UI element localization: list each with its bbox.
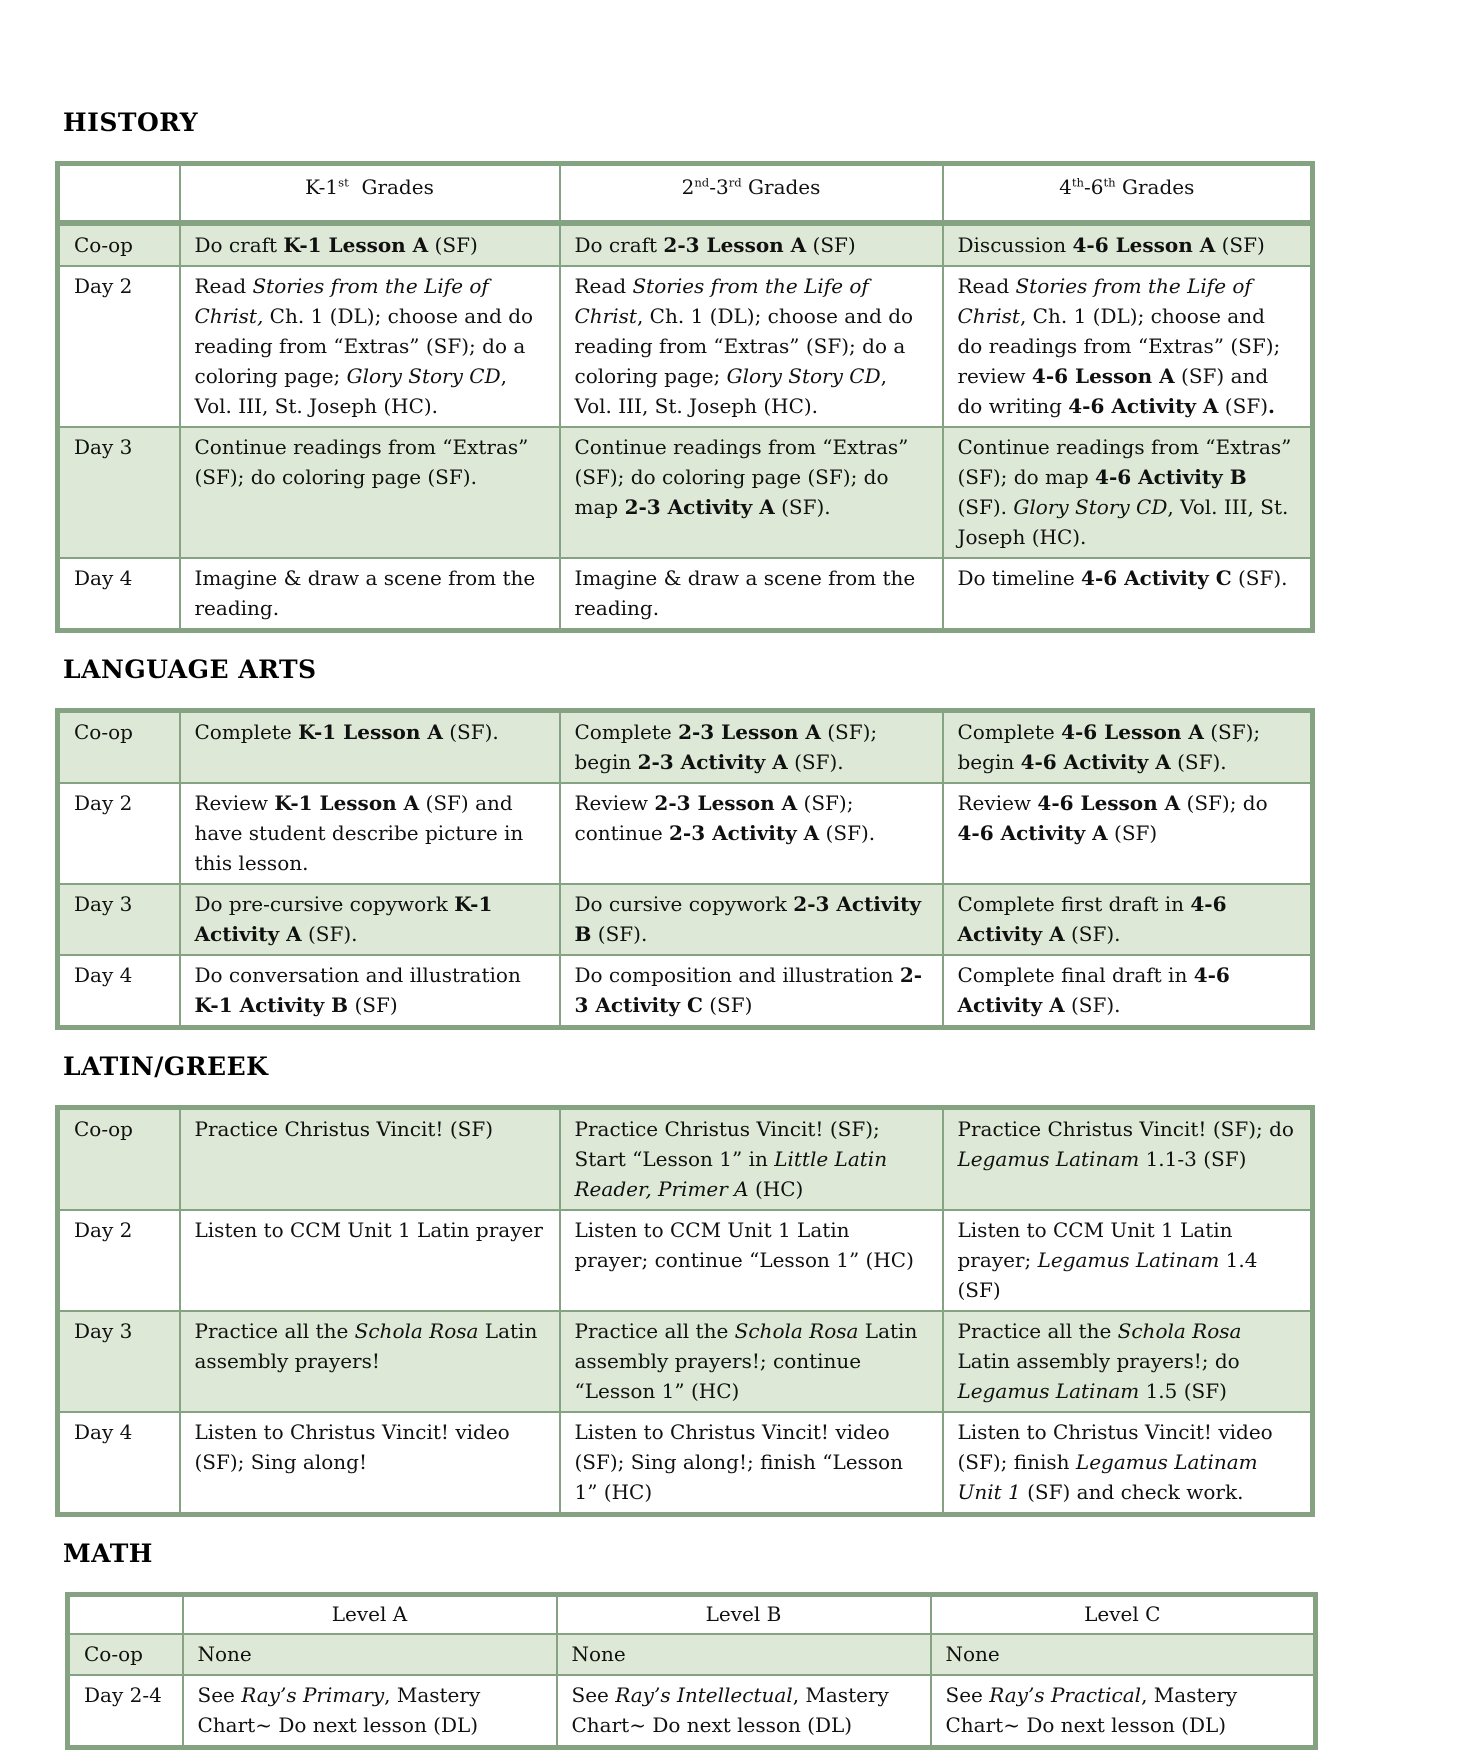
text-segment: 4-6 Lesson A: [1037, 791, 1181, 815]
section-language-arts: [55, 655, 1314, 1030]
text-segment: , Mastery Chart~ Do next lesson (DL): [197, 1683, 481, 1737]
text-segment: (SF): [428, 233, 478, 257]
table-row: [58, 711, 1313, 784]
text-segment: (SF); begin: [957, 720, 1261, 774]
text-segment: See: [945, 1683, 990, 1707]
table-row: [58, 427, 1313, 558]
text-segment: Do cursive copywork: [574, 892, 794, 916]
text-segment: (SF); do: [1180, 791, 1268, 815]
text-segment: Listen to CCM Unit 1 Latin prayer: [194, 1218, 543, 1242]
content-cell: [180, 783, 560, 884]
text-segment: (SF).: [1064, 922, 1121, 946]
content-cell: [943, 223, 1313, 266]
text-segment: 2-3 Activity A: [637, 750, 788, 774]
content-cell: [180, 1108, 560, 1211]
content-cell: [180, 711, 560, 784]
table-header-row: [68, 1595, 1316, 1635]
text-segment: Latin assembly prayers!; do: [957, 1349, 1240, 1373]
text-segment: , Vol. III, St. Joseph (HC).: [194, 364, 507, 418]
text-segment: Latin assembly prayers!: [194, 1319, 538, 1373]
text-segment: 4-6 Activity A: [957, 892, 1227, 946]
text-segment: Schola Rosa: [734, 1319, 859, 1343]
text-segment: Complete: [194, 720, 299, 744]
text-segment: , Vol. III, St. Joseph (HC).: [957, 495, 1289, 549]
day-label-cell: Co-op: [68, 1634, 183, 1675]
text-segment: Complete first draft in: [957, 892, 1191, 916]
text-segment: (HC): [748, 1177, 804, 1201]
text-segment: , Ch. 1 (DL); choose and do reading from “Extras” (SF); do a coloring page;: [574, 304, 914, 388]
text-segment: 2-3 Activity C: [574, 963, 923, 1017]
text-segment: 2-3 Activity A: [624, 495, 775, 519]
text-segment: 1.5 (SF): [1139, 1379, 1227, 1403]
content-cell: [180, 955, 560, 1028]
text-segment: Latin assembly prayers!; continue “Lesson 1” (HC): [574, 1319, 918, 1403]
day-label-cell: Day 4: [58, 558, 180, 631]
content-cell: [560, 427, 943, 558]
text-segment: (SF); begin: [574, 720, 878, 774]
table-row: [58, 955, 1313, 1028]
text-segment: Grades: [1115, 175, 1195, 199]
text-segment: Complete: [957, 720, 1062, 744]
content-cell: [943, 1311, 1313, 1412]
text-segment: Grades: [741, 175, 821, 199]
content-cell: [180, 884, 560, 955]
text-segment: 4-6 Activity A: [1068, 394, 1219, 418]
section-title-math: MATH: [63, 1539, 153, 1568]
content-cell: [180, 266, 560, 427]
table-row: [58, 223, 1313, 266]
content-cell: [557, 1634, 931, 1675]
day-label-cell: Day 4: [58, 955, 180, 1028]
content-cell: [931, 1675, 1316, 1748]
content-cell: [560, 266, 943, 427]
table-row: [58, 1311, 1313, 1412]
text-segment: Read: [957, 274, 1016, 298]
content-cell: [180, 1210, 560, 1311]
text-segment: None: [197, 1642, 252, 1666]
content-cell: [943, 955, 1313, 1028]
text-segment: 4-6 Lesson A: [1061, 720, 1204, 744]
text-segment: (SF).: [1064, 993, 1121, 1017]
text-segment: Ray’s Practical: [989, 1683, 1142, 1707]
history-table: [55, 161, 1315, 633]
column-header: [557, 1595, 931, 1635]
text-segment: Complete final draft in: [957, 963, 1194, 987]
content-cell: [180, 558, 560, 631]
text-segment: (SF).: [819, 821, 876, 845]
table-row: [58, 783, 1313, 884]
text-segment: th: [1071, 175, 1084, 190]
content-cell: [180, 1311, 560, 1412]
text-segment: Read: [194, 274, 253, 298]
text-segment: Practice Christus Vincit! (SF): [194, 1117, 493, 1141]
text-segment: Listen to Christus Vincit! video (SF); Sing along!: [194, 1420, 510, 1474]
text-segment: 2: [681, 175, 695, 199]
text-segment: (SF).: [774, 495, 831, 519]
text-segment: , Vol. III, St. Joseph (HC).: [574, 364, 887, 418]
text-segment: Imagine & draw a scene from the reading.: [574, 566, 916, 620]
content-cell: [943, 1210, 1313, 1311]
day-label-cell: Day 3: [58, 427, 180, 558]
text-segment: (SF); continue: [574, 791, 854, 845]
text-segment: See: [571, 1683, 616, 1707]
content-cell: [560, 884, 943, 955]
text-segment: Read: [574, 274, 633, 298]
text-segment: K-1 Lesson A: [274, 791, 420, 815]
content-cell: [560, 1108, 943, 1211]
text-segment: Listen to Christus Vincit! video (SF); finish: [957, 1420, 1273, 1474]
text-segment: K-1 Activity B: [194, 993, 349, 1017]
content-cell: [943, 558, 1313, 631]
text-segment: (SF): [702, 993, 753, 1017]
content-cell: [943, 783, 1313, 884]
section-math: [55, 1539, 1314, 1750]
section-title-language-arts: LANGUAGE ARTS: [63, 655, 317, 684]
text-segment: Review: [957, 791, 1038, 815]
text-segment: K-1 Lesson A: [283, 233, 429, 257]
text-segment: See: [197, 1683, 242, 1707]
text-segment: Review: [574, 791, 655, 815]
content-cell: [560, 1311, 943, 1412]
text-segment: (SF).: [787, 750, 844, 774]
content-cell: [560, 558, 943, 631]
text-segment: Stories from the Life of Christ: [574, 274, 869, 328]
content-cell: [183, 1634, 557, 1675]
text-segment: Practice Christus Vincit! (SF); do: [957, 1117, 1294, 1141]
text-segment: 4-6 Activity A: [957, 821, 1108, 845]
content-cell: [180, 1412, 560, 1515]
content-cell: [560, 1412, 943, 1515]
column-header: [943, 164, 1313, 224]
text-segment: Ray’s Intellectual: [615, 1683, 793, 1707]
text-segment: 2-3 Activity A: [669, 821, 820, 845]
text-segment: K-1 Lesson A: [298, 720, 443, 744]
latin-greek-table: [55, 1105, 1315, 1517]
day-label-cell: Day 4: [58, 1412, 180, 1515]
text-segment: Glory Story CD: [726, 364, 881, 388]
text-segment: 4-6 Activity A: [1020, 750, 1171, 774]
text-segment: Schola Rosa: [354, 1319, 479, 1343]
text-segment: Legamus Latinam: [957, 1147, 1140, 1171]
header-empty-cell: [68, 1595, 183, 1635]
day-label-cell: Day 2: [58, 1210, 180, 1311]
text-segment: Do pre-cursive copywork: [194, 892, 455, 916]
text-segment: Continue readings from “Extras” (SF); do map: [957, 435, 1292, 489]
text-segment: 4-6 Activity C: [1081, 566, 1232, 590]
text-segment: Do craft: [574, 233, 664, 257]
text-segment: -3: [709, 175, 729, 199]
text-segment: nd: [694, 175, 710, 190]
content-cell: [180, 427, 560, 558]
table-header-row: [58, 164, 1313, 224]
table-row: [58, 266, 1313, 427]
text-segment: Do craft: [194, 233, 284, 257]
text-segment: Stories from the Life of Christ,: [194, 274, 489, 328]
day-label-cell: Day 2: [58, 783, 180, 884]
day-label-cell: Co-op: [58, 1108, 180, 1211]
language-arts-table: [55, 708, 1315, 1030]
text-segment: 2-3 Lesson A: [663, 233, 807, 257]
text-segment: 4: [1059, 175, 1072, 199]
text-segment: Discussion: [957, 233, 1073, 257]
text-segment: Grades: [348, 175, 434, 199]
column-header: [183, 1595, 557, 1635]
day-label-cell: Co-op: [58, 223, 180, 266]
text-segment: (SF): [348, 993, 398, 1017]
section-latin-greek: [55, 1052, 1314, 1517]
text-segment: Continue readings from “Extras” (SF); do coloring page (SF); do map: [574, 435, 909, 519]
content-cell: [560, 783, 943, 884]
text-segment: Level C: [1084, 1602, 1161, 1626]
content-cell: [183, 1675, 557, 1748]
text-segment: (SF) and have student describe picture in this lesson.: [194, 791, 524, 875]
content-cell: [943, 711, 1313, 784]
table-row: [58, 1412, 1313, 1515]
math-table: [65, 1592, 1318, 1750]
day-label-cell: Co-op: [58, 711, 180, 784]
text-segment: K-1 Activity A: [194, 892, 493, 946]
content-cell: [557, 1675, 931, 1748]
text-segment: 2-3 Lesson A: [654, 791, 798, 815]
day-label-cell: Day 2-4: [68, 1675, 183, 1748]
text-segment: 1.1-3 (SF): [1139, 1147, 1247, 1171]
section-title-history: HISTORY: [63, 108, 199, 137]
text-segment: (SF): [806, 233, 856, 257]
section-history: [55, 108, 1314, 633]
text-segment: Legamus Latinam: [957, 1379, 1140, 1403]
content-cell: [943, 1412, 1313, 1515]
text-segment: Practice all the: [574, 1319, 735, 1343]
text-segment: (SF): [1107, 821, 1158, 845]
table-row: [58, 884, 1313, 955]
table-row: [68, 1634, 1316, 1675]
content-cell: [180, 223, 560, 266]
text-segment: (SF): [1215, 233, 1265, 257]
content-cell: [931, 1634, 1316, 1675]
header-empty-cell: [58, 164, 180, 224]
text-segment: Legamus Latinam: [1037, 1248, 1220, 1272]
text-segment: Practice all the: [957, 1319, 1118, 1343]
column-header: [180, 164, 560, 224]
day-label-cell: Day 2: [58, 266, 180, 427]
section-title-latin-greek: LATIN/GREEK: [63, 1052, 269, 1081]
text-segment: Practice Christus Vincit! (SF); Start “Lesson 1” in: [574, 1117, 880, 1171]
text-segment: Complete: [574, 720, 679, 744]
text-segment: Practice all the: [194, 1319, 355, 1343]
text-segment: Listen to CCM Unit 1 Latin prayer;: [957, 1218, 1233, 1272]
text-segment: (SF).: [1170, 750, 1227, 774]
column-header: [560, 164, 943, 224]
text-segment: (SF).: [957, 495, 1014, 519]
table-row: [58, 1210, 1313, 1311]
text-segment: th: [1103, 175, 1116, 190]
table-row: [58, 558, 1313, 631]
content-cell: [560, 1210, 943, 1311]
text-segment: st: [338, 175, 349, 190]
text-segment: Level B: [705, 1602, 782, 1626]
text-segment: Little Latin Reader, Primer A: [574, 1147, 888, 1201]
text-segment: Glory Story CD: [1013, 495, 1168, 519]
text-segment: 4-6 Activity A: [957, 963, 1230, 1017]
text-segment: Listen to CCM Unit 1 Latin prayer; continue “Lesson 1” (HC): [574, 1218, 914, 1272]
text-segment: Do conversation and illustration: [194, 963, 521, 987]
text-segment: Listen to Christus Vincit! video (SF); Sing along!; finish “Lesson 1” (HC): [574, 1420, 904, 1504]
text-segment: (SF).: [1231, 566, 1288, 590]
text-segment: 4-6 Lesson A: [1072, 233, 1216, 257]
day-label-cell: Day 3: [58, 884, 180, 955]
content-cell: [560, 955, 943, 1028]
column-header: [931, 1595, 1316, 1635]
text-segment: rd: [728, 175, 742, 190]
text-segment: .: [1268, 394, 1275, 418]
text-segment: , Mastery Chart~ Do next lesson (DL): [571, 1683, 889, 1737]
text-segment: Legamus Latinam Unit 1: [957, 1450, 1258, 1504]
text-segment: -6: [1084, 175, 1104, 199]
table-row: [58, 1108, 1313, 1211]
text-segment: Review: [194, 791, 275, 815]
text-segment: , Ch. 1 (DL); choose and do readings from “Extras” (SF); review: [957, 304, 1281, 388]
content-cell: [560, 223, 943, 266]
content-cell: [560, 711, 943, 784]
text-segment: (SF).: [301, 922, 358, 946]
text-segment: Do composition and illustration: [574, 963, 900, 987]
text-segment: 2-3 Activity B: [574, 892, 921, 946]
text-segment: (SF) and check work.: [1020, 1480, 1244, 1504]
text-segment: 4-6 Activity B: [1095, 465, 1247, 489]
text-segment: (SF): [1218, 394, 1268, 418]
content-cell: [943, 884, 1313, 955]
day-label-cell: Day 3: [58, 1311, 180, 1412]
content-cell: [943, 427, 1313, 558]
text-segment: Imagine & draw a scene from the reading.: [194, 566, 536, 620]
text-segment: (SF) and do writing: [957, 364, 1269, 418]
text-segment: Continue readings from “Extras” (SF); do coloring page (SF).: [194, 435, 529, 489]
text-segment: 2-3 Lesson A: [678, 720, 821, 744]
table-row: [68, 1675, 1316, 1748]
text-segment: None: [571, 1642, 626, 1666]
text-segment: 1.4 (SF): [957, 1248, 1258, 1302]
text-segment: None: [945, 1642, 1000, 1666]
content-cell: [943, 1108, 1313, 1211]
text-segment: 4-6 Lesson A: [1031, 364, 1175, 388]
content-cell: [943, 266, 1313, 427]
text-segment: Ch. 1 (DL); choose and do reading from “Extras” (SF); do a coloring page;: [194, 304, 534, 388]
text-segment: Stories from the Life of Christ: [957, 274, 1252, 328]
text-segment: (SF).: [442, 720, 499, 744]
text-segment: K-1: [305, 175, 339, 199]
text-segment: Schola Rosa: [1117, 1319, 1242, 1343]
text-segment: Ray’s Primary: [241, 1683, 385, 1707]
text-segment: Do timeline: [957, 566, 1082, 590]
text-segment: , Mastery Chart~ Do next lesson (DL): [945, 1683, 1238, 1737]
text-segment: (SF).: [591, 922, 648, 946]
text-segment: Level A: [331, 1602, 408, 1626]
text-segment: Glory Story CD: [346, 364, 501, 388]
